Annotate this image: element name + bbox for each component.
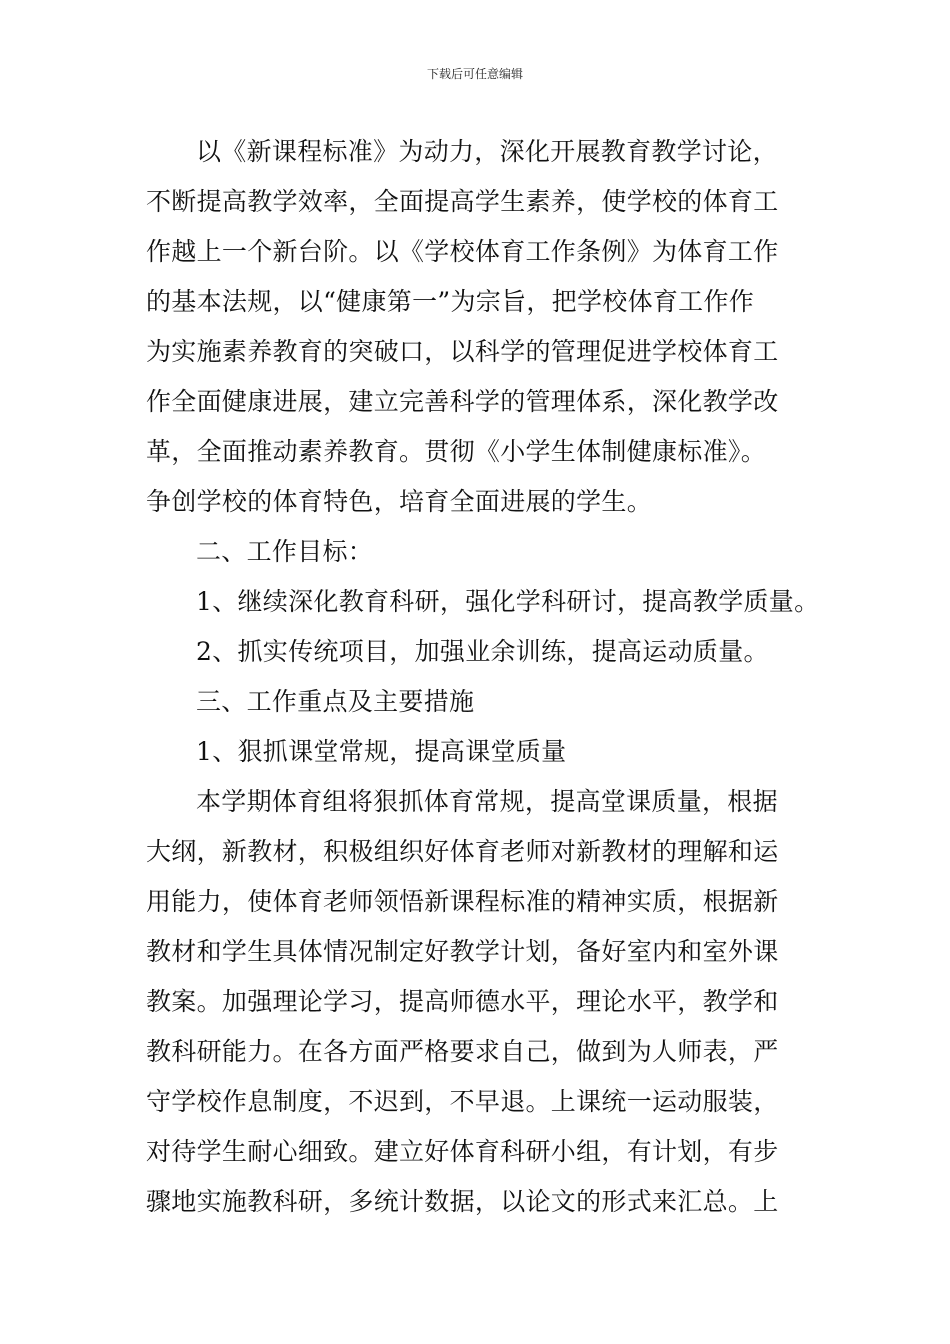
page-header-note: 下载后可任意编辑 — [426, 67, 523, 81]
text-line: 用能力，使体育老师领悟新课程标准的精神实质，根据新 — [146, 887, 779, 916]
text-line: 以《新课程标准》为动力，深化开展教育教学讨论， — [196, 137, 778, 166]
document-body — [146, 127, 820, 1227]
text-line: 争创学校的体育特色，培育全面进展的学生。 — [146, 487, 653, 516]
text-line: 本学期体育组将狠抓体育常规，提高堂课质量，根据 — [196, 787, 778, 816]
text-line: 教案。加强理论学习，提高师德水平，理论水平，教学和 — [146, 987, 779, 1016]
text-line: 1、继续深化教育科研，强化学科研讨，提高教学质量。 — [196, 587, 820, 616]
text-line: 作全面健康进展，建立完善科学的管理体系，深化教学改 — [146, 387, 779, 416]
text-line: 教科研能力。在各方面严格要求自己，做到为人师表，严 — [146, 1037, 779, 1066]
text-line: 对待学生耐心细致。建立好体育科研小组，有计划，有步 — [146, 1137, 779, 1166]
text-line: 1、狠抓课堂常规，提高课堂质量 — [196, 737, 567, 766]
text-line: 不断提高教学效率，全面提高学生素养，使学校的体育工 — [146, 187, 779, 216]
text-line: 二、工作目标： — [196, 537, 374, 566]
text-line: 作越上一个新台阶。以《学校体育工作条例》为体育工作 — [146, 237, 779, 266]
text-line: 教材和学生具体情况制定好教学计划，备好室内和室外课 — [146, 937, 779, 966]
text-line: 的基本法规，以“健康第一”为宗旨，把学校体育工作作 — [146, 287, 755, 316]
text-line: 2、抓实传统项目，加强业余训练，提高运动质量。 — [196, 637, 769, 666]
text-line: 骤地实施教科研，多统计数据，以论文的形式来汇总。上 — [146, 1187, 779, 1216]
text-line: 为实施素养教育的突破口，以科学的管理促进学校体育工 — [146, 337, 779, 366]
text-line: 三、工作重点及主要措施 — [196, 687, 475, 716]
text-line: 大纲，新教材，积极组织好体育老师对新教材的理解和运 — [146, 837, 779, 866]
text-line: 革，全面推动素养教育。贯彻《小学生体制健康标准》。 — [146, 437, 767, 466]
text-line: 守学校作息制度，不迟到，不早退。上课统一运动服装， — [146, 1087, 779, 1116]
